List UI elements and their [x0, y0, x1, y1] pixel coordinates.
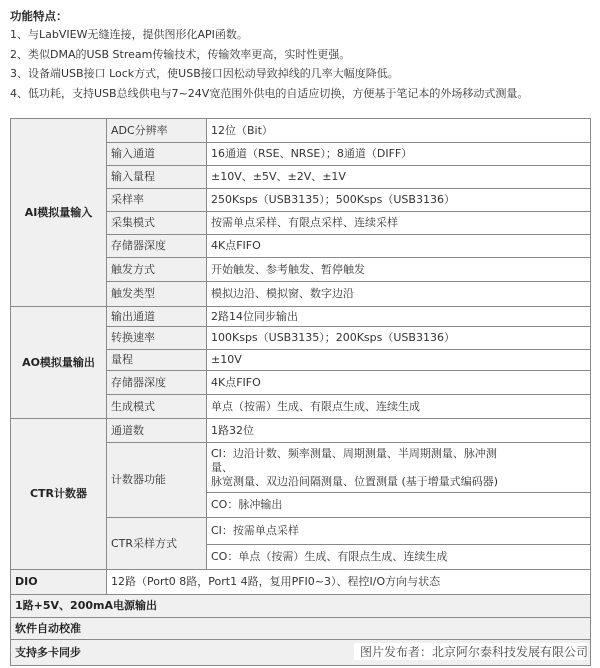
spec-item: 采集模式 [107, 212, 207, 235]
spec-item: 存储器深度 [107, 371, 207, 395]
table-row [11, 307, 591, 327]
feature-line: 2、类似DMA的USB Stream传输技术，传输效率更高，实时性更强。 [10, 47, 351, 61]
spec-value: 250Ksps（USB3135）；500Ksps（USB3136） [207, 189, 591, 212]
table-row [11, 595, 591, 618]
spec-value: 4K点FIFO [207, 235, 591, 258]
spec-item: 输出通道 [107, 307, 207, 327]
spec-value: ±10V [207, 350, 591, 371]
spec-item: 生成模式 [107, 395, 207, 419]
ai-group-label: AI模拟量输入 [11, 119, 107, 307]
auto-calibration: 软件自动校准 [11, 618, 591, 640]
spec-item: CTR采样方式 [107, 518, 207, 570]
spec-value: CO：脉冲输出 [207, 493, 591, 518]
spec-value: 开始触发、参考触发、暂停触发 [207, 258, 591, 282]
power-output: 1路+5V、200mA电源输出 [11, 595, 591, 618]
ctr-group-label: CTR计数器 [11, 419, 107, 570]
spec-value: 1路32位 [207, 419, 591, 443]
spec-item: 通道数 [107, 419, 207, 443]
ci-line: 脉宽测量、双边沿间隔测量、位置测量 (基于增量式编码器) [211, 474, 499, 488]
spec-value: 4K点FIFO [207, 371, 591, 395]
feature-line: 3、设备端USB接口 Lock方式，使USB接口因松动导致掉线的几率大幅度降低。 [10, 67, 399, 80]
spec-item: 输入通道 [107, 143, 207, 166]
ci-line: CI：边沿计数、频率测量、周期测量、半周期测量、脉冲测 [211, 446, 497, 460]
spec-value: CI：按需单点采样 [207, 518, 591, 545]
dio-value: 12路（Port0 8路，Port1 4路，复用PFI0~3）、程控I/O方向与状态 [107, 570, 591, 595]
multicard-sync: 支持多卡同步 [11, 640, 591, 666]
spec-value: 100Ksps（USB3135）；200Ksps（USB3136） [207, 327, 591, 350]
spec-item: 采样率 [107, 189, 207, 212]
spec-item: 输入量程 [107, 166, 207, 189]
spec-value-ci [207, 443, 591, 493]
ci-line: 量、 [211, 460, 233, 474]
feature-section [10, 8, 595, 103]
table-row [11, 419, 591, 443]
spec-item: 触发方式 [107, 258, 207, 282]
spec-item: 量程 [107, 350, 207, 371]
spec-item: 存储器深度 [107, 235, 207, 258]
spec-value: 2路14位同步输出 [207, 307, 591, 327]
spec-item: 计数器功能 [107, 443, 207, 518]
spec-value: ±10V、±5V、±2V、±1V [207, 166, 591, 189]
spec-item: ADC分辨率 [107, 119, 207, 143]
spec-table [10, 118, 591, 666]
spec-value: CO：单点（按需）生成、有限点生成、连续生成 [207, 545, 591, 570]
dio-label: DIO [11, 570, 107, 595]
table-row [11, 119, 591, 143]
feature-line: 1、与LabVIEW无缝连接，提供图形化API函数。 [10, 28, 248, 41]
spec-item: 触发类型 [107, 282, 207, 307]
ao-group-label: AO模拟量输出 [11, 307, 107, 419]
feature-line: 4、低功耗，支持USB总线供电与7~24V宽范围外供电的自适应切换，方便基于笔记本的外场移动式测量。 [10, 86, 529, 100]
spec-value: 按需单点采样、有限点采样、连续采样 [207, 212, 591, 235]
feature-heading: 功能特点： [10, 9, 68, 23]
spec-value: 模拟边沿、模拟窗、数字边沿 [207, 282, 591, 307]
spec-value: 12位（Bit） [207, 119, 591, 143]
table-row [11, 570, 591, 595]
spec-value: 单点（按需）生成、有限点生成、连续生成 [207, 395, 591, 419]
spec-item: 转换速率 [107, 327, 207, 350]
spec-value: 16通道（RSE、NRSE）；8通道（DIFF） [207, 143, 591, 166]
table-row [11, 618, 591, 640]
image-caption: 图片发布者：北京阿尔泰科技发展有限公司 [354, 643, 588, 660]
